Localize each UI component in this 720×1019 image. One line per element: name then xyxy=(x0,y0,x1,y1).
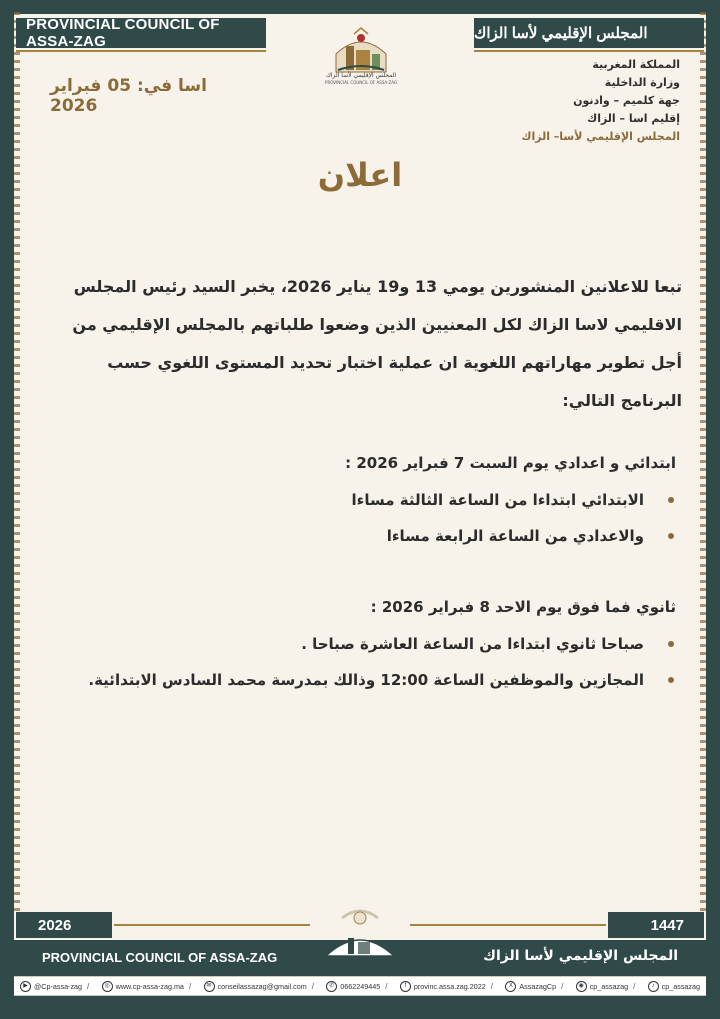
footer-english-title: PROVINCIAL COUNCIL OF ASSA-ZAG xyxy=(42,950,278,965)
footer-logo-icon xyxy=(312,904,408,974)
contact-item[interactable] xyxy=(400,981,493,992)
contact-item[interactable] xyxy=(505,981,563,992)
header-right-rule xyxy=(474,50,704,52)
body-line: أجل تطوير مهاراتهم اللغوية ان عملية اختبار تحديد المستوى اللغوي حسب xyxy=(107,353,682,372)
contact-separator: / xyxy=(385,981,388,991)
contact-separator: / xyxy=(490,981,494,991)
admin-line-kingdom: المملكة المغربية xyxy=(592,58,680,71)
bottom-frame xyxy=(0,996,720,1019)
admin-line-province: إقليم اسا – الزاك xyxy=(587,112,680,125)
section-secondary-list xyxy=(46,626,646,698)
bullet-icon xyxy=(668,533,674,539)
whatsapp-icon: ✆ xyxy=(326,981,337,992)
body-line: الاقليمي لاسا الزاك لكل المعنيين الذين وضعوا طلباتهم بالمجلس الإقليمي من xyxy=(72,315,682,334)
list-item-text: الابتدائي ابتداءا من الساعة الثالثة مساءا xyxy=(351,491,644,509)
x-icon: X xyxy=(505,981,516,992)
contact-separator: / xyxy=(633,981,636,991)
list-item-text: والاعدادي من الساعة الرابعة مساءا xyxy=(386,527,644,545)
bullet-icon xyxy=(668,641,674,647)
contact-item[interactable] xyxy=(20,981,89,992)
header-arabic-title: المجلس الإقليمي لأسا الزاك xyxy=(474,18,704,48)
administrative-heading xyxy=(480,56,680,146)
admin-line-region: جهة كلميم – وادنون xyxy=(573,94,680,107)
contact-separator: / xyxy=(311,981,314,991)
youtube-icon: ▶ xyxy=(20,981,31,992)
contact-item[interactable] xyxy=(102,981,192,992)
instagram-icon: ◉ xyxy=(576,981,587,992)
section-primary-middle-title: ابتدائي و اعدادي يوم السبت 7 فبراير 2026 : xyxy=(345,454,676,472)
contact-text: provinc.assa.zag.2022 xyxy=(413,981,486,991)
bullet-icon xyxy=(668,677,674,683)
facebook-icon: f xyxy=(400,981,411,992)
contact-separator: / xyxy=(188,981,192,991)
section-secondary-title: ثانوي فما فوق يوم الاحد 8 فبراير 2026 : xyxy=(370,598,676,616)
document-date: اسا في: 05 فبراير 2026 xyxy=(50,76,207,116)
contact-bar xyxy=(14,976,706,996)
gregorian-year: 2026 xyxy=(16,912,112,938)
mail-icon: ✉ xyxy=(204,981,215,992)
section-primary-middle-list xyxy=(46,482,646,554)
list-item xyxy=(46,626,646,662)
contact-text: cp_assazag xyxy=(661,981,700,991)
logo-caption-arabic: المجلس الإقليمي لأسا الزاك xyxy=(325,72,397,79)
tiktok-icon: ♪ xyxy=(648,981,659,992)
globe-icon: ◎ xyxy=(102,981,113,992)
announcement-title: اعلان xyxy=(317,156,403,194)
contact-separator: / xyxy=(561,981,564,991)
contact-item[interactable] xyxy=(326,981,387,992)
contact-text: AssazagCp xyxy=(519,981,557,991)
contact-text: cp_assazag xyxy=(589,981,629,991)
admin-line-ministry: وزارة الداخلية xyxy=(604,76,680,89)
right-ornament xyxy=(700,12,706,912)
left-ornament xyxy=(14,12,20,912)
contact-separator: / xyxy=(87,981,90,991)
contact-text: @Cp-assa-zag xyxy=(34,981,83,991)
contact-item[interactable] xyxy=(576,981,636,992)
announcement-body xyxy=(38,268,682,420)
header-left-rule xyxy=(16,50,266,52)
contact-text: 0662249445 xyxy=(340,981,381,991)
top-frame xyxy=(0,0,720,14)
body-line: البرنامج التالي: xyxy=(562,391,682,410)
contact-text: www.cp-assa-zag.ma xyxy=(115,981,184,991)
list-item xyxy=(46,662,646,698)
list-item-text: المجازين والموظفين الساعة 12:00 وذالك بمدرسة محمد السادس الابتدائية. xyxy=(88,671,644,689)
bullet-icon xyxy=(668,497,674,503)
admin-line-council: المجلس الإقليمي لأسا– الزاك xyxy=(521,130,680,143)
list-item xyxy=(46,482,646,518)
contact-item[interactable] xyxy=(204,981,314,992)
hijri-year: 1447 xyxy=(608,912,704,938)
contact-item[interactable] xyxy=(648,981,700,992)
footer-right-rule xyxy=(410,924,606,926)
right-frame xyxy=(706,0,720,1019)
left-frame xyxy=(0,0,14,1019)
footer-arabic-title: المجلس الإقليمي لأسا الزاك xyxy=(483,948,678,964)
body-line: تبعا للاعلانين المنشورين يومي 13 و19 يناير 2026، يخبر السيد رئيس المجلس xyxy=(73,277,682,296)
contact-text: conseilassazag@gmail.com xyxy=(217,981,307,991)
logo-caption-english: PROVINCIAL COUNCIL OF ASSA-ZAG xyxy=(325,80,397,85)
list-item-text: صباحا ثانوي ابتداءا من الساعة العاشرة صباحا . xyxy=(301,635,644,653)
list-item xyxy=(46,518,646,554)
header-english-title: PROVINCIAL COUNCIL OF ASSA-ZAG xyxy=(16,18,266,48)
footer-left-rule xyxy=(114,924,310,926)
